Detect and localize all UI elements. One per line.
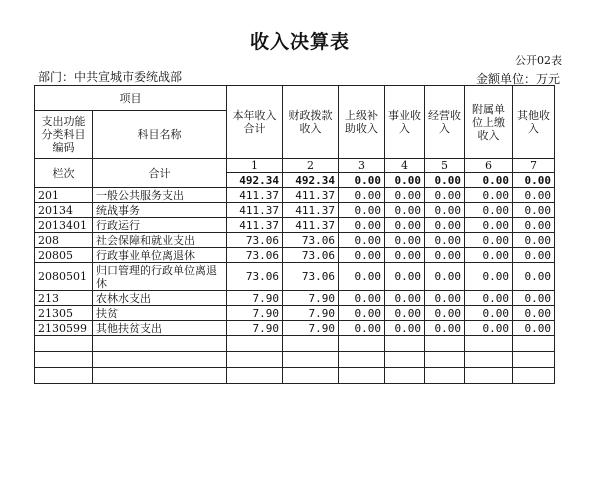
total-value: 0.00: [513, 173, 555, 188]
empty-cell: [513, 368, 555, 384]
row-name: 行政事业单位离退休: [93, 248, 227, 263]
row-code: 21305: [35, 306, 93, 321]
empty-cell: [465, 368, 513, 384]
table-row: [35, 188, 555, 203]
col-header: 财政拨款收入: [283, 86, 339, 159]
total-value: 0.00: [465, 173, 513, 188]
empty-cell: [283, 336, 339, 352]
report-title: 收入决算表: [249, 31, 350, 53]
total-label: 合计: [93, 159, 227, 188]
row-value: 0.00: [513, 218, 555, 233]
empty-cell: [93, 352, 227, 368]
row-value: 0.00: [385, 248, 425, 263]
total-value: 0.00: [339, 173, 385, 188]
total-value: 0.00: [385, 173, 425, 188]
row-name: 统战事务: [93, 203, 227, 218]
row-value: 411.37: [283, 188, 339, 203]
row-code: 208: [35, 233, 93, 248]
empty-cell: [465, 336, 513, 352]
row-value: 73.06: [283, 248, 339, 263]
row-value: 0.00: [339, 218, 385, 233]
total-value: 492.34: [283, 173, 339, 188]
empty-cell: [93, 336, 227, 352]
row-value: 7.90: [227, 306, 283, 321]
row-value: 0.00: [385, 306, 425, 321]
row-value: 0.00: [513, 203, 555, 218]
row-value: 0.00: [513, 233, 555, 248]
empty-cell: [385, 368, 425, 384]
empty-cell: [283, 368, 339, 384]
row-value: 0.00: [513, 306, 555, 321]
empty-row: [35, 368, 555, 384]
col-number: 4: [385, 159, 425, 173]
empty-cell: [339, 368, 385, 384]
row-value: 0.00: [339, 263, 385, 291]
empty-row: [35, 336, 555, 352]
row-value: 0.00: [425, 321, 465, 336]
row-value: 0.00: [425, 306, 465, 321]
row-value: 7.90: [283, 291, 339, 306]
row-value: 0.00: [425, 233, 465, 248]
row-value: 0.00: [425, 203, 465, 218]
col-header: 上级补助收入: [339, 86, 385, 159]
row-name: 社会保障和就业支出: [93, 233, 227, 248]
row-name: 农林水支出: [93, 291, 227, 306]
table-row: [35, 306, 555, 321]
empty-cell: [35, 352, 93, 368]
row-name: 归口管理的行政单位离退休: [93, 263, 227, 291]
empty-cell: [339, 336, 385, 352]
row-value: 7.90: [283, 321, 339, 336]
row-value: 0.00: [385, 291, 425, 306]
empty-cell: [35, 336, 93, 352]
row-value: 0.00: [513, 188, 555, 203]
row-value: 0.00: [339, 321, 385, 336]
row-value: 73.06: [227, 248, 283, 263]
row-value: 0.00: [425, 218, 465, 233]
empty-cell: [227, 352, 283, 368]
col-number: 2: [283, 159, 339, 173]
row-value: 0.00: [465, 291, 513, 306]
amount-unit-label: 金额单位：万元: [475, 72, 560, 86]
row-value: 0.00: [339, 203, 385, 218]
row-value: 0.00: [339, 188, 385, 203]
empty-cell: [513, 352, 555, 368]
row-value: 0.00: [425, 263, 465, 291]
table-row: [35, 218, 555, 233]
row-value: 0.00: [465, 233, 513, 248]
row-value: 0.00: [513, 248, 555, 263]
total-value: 492.34: [227, 173, 283, 188]
project-header: 项目: [35, 86, 227, 111]
row-value: 0.00: [385, 218, 425, 233]
row-value: 0.00: [425, 188, 465, 203]
col-header: 附属单位上缴收入: [465, 86, 513, 159]
row-value: 411.37: [283, 218, 339, 233]
empty-row: [35, 352, 555, 368]
row-value: 0.00: [339, 248, 385, 263]
row-value: 73.06: [283, 233, 339, 248]
row-value: 0.00: [465, 263, 513, 291]
row-value: 73.06: [227, 233, 283, 248]
row-code: 20134: [35, 203, 93, 218]
row-value: 0.00: [425, 291, 465, 306]
empty-cell: [425, 352, 465, 368]
row-value: 0.00: [465, 248, 513, 263]
row-value: 7.90: [283, 306, 339, 321]
department-label: 部门：中共宣城市委统战部: [38, 70, 183, 84]
row-name: 其他扶贫支出: [93, 321, 227, 336]
row-value: 7.90: [227, 321, 283, 336]
row-value: 0.00: [339, 291, 385, 306]
row-value: 7.90: [227, 291, 283, 306]
empty-cell: [425, 368, 465, 384]
col-header: 其他收入: [513, 86, 555, 159]
row-value: 73.06: [227, 263, 283, 291]
row-name: 扶贫: [93, 306, 227, 321]
empty-cell: [35, 368, 93, 384]
row-code: 213: [35, 291, 93, 306]
col-number: 5: [425, 159, 465, 173]
empty-cell: [283, 352, 339, 368]
row-name: 行政运行: [93, 218, 227, 233]
row-value: 0.00: [465, 188, 513, 203]
empty-cell: [513, 336, 555, 352]
row-value: 73.06: [283, 263, 339, 291]
row-value: 0.00: [513, 291, 555, 306]
empty-cell: [227, 368, 283, 384]
col-number: 7: [513, 159, 555, 173]
total-value: 0.00: [425, 173, 465, 188]
form-code: 公开02表: [515, 54, 562, 67]
empty-cell: [93, 368, 227, 384]
empty-cell: [425, 336, 465, 352]
empty-cell: [385, 336, 425, 352]
row-code: 2080501: [35, 263, 93, 291]
col-number: 6: [465, 159, 513, 173]
row-code: 201: [35, 188, 93, 203]
empty-cell: [339, 352, 385, 368]
code-header: 支出功能分类科目编码: [35, 111, 93, 159]
row-value: 0.00: [339, 233, 385, 248]
col-header: 本年收入合计: [227, 86, 283, 159]
row-value: 0.00: [385, 203, 425, 218]
row-value: 411.37: [283, 203, 339, 218]
col-header: 经营收入: [425, 86, 465, 159]
row-value: 411.37: [227, 188, 283, 203]
row-value: 411.37: [227, 203, 283, 218]
row-value: 0.00: [513, 321, 555, 336]
table-row: [35, 248, 555, 263]
row-value: 0.00: [339, 306, 385, 321]
col-number: 3: [339, 159, 385, 173]
col-index-label: 栏次: [35, 159, 93, 188]
table-row: [35, 263, 555, 291]
row-value: 0.00: [385, 321, 425, 336]
row-value: 0.00: [465, 321, 513, 336]
name-header: 科目名称: [93, 111, 227, 159]
row-value: 0.00: [385, 233, 425, 248]
row-value: 411.37: [227, 218, 283, 233]
row-value: 0.00: [465, 218, 513, 233]
row-name: 一般公共服务支出: [93, 188, 227, 203]
row-code: 2013401: [35, 218, 93, 233]
empty-cell: [227, 336, 283, 352]
col-number: 1: [227, 159, 283, 173]
row-value: 0.00: [385, 263, 425, 291]
col-header: 事业收入: [385, 86, 425, 159]
row-value: 0.00: [513, 263, 555, 291]
row-code: 20805: [35, 248, 93, 263]
row-value: 0.00: [465, 306, 513, 321]
row-code: 2130599: [35, 321, 93, 336]
empty-cell: [465, 352, 513, 368]
row-value: 0.00: [385, 188, 425, 203]
table-row: [35, 321, 555, 336]
row-value: 0.00: [425, 248, 465, 263]
income-table: [34, 85, 555, 384]
row-value: 0.00: [465, 203, 513, 218]
table-row: [35, 291, 555, 306]
empty-cell: [385, 352, 425, 368]
table-row: [35, 203, 555, 218]
table-row: [35, 233, 555, 248]
